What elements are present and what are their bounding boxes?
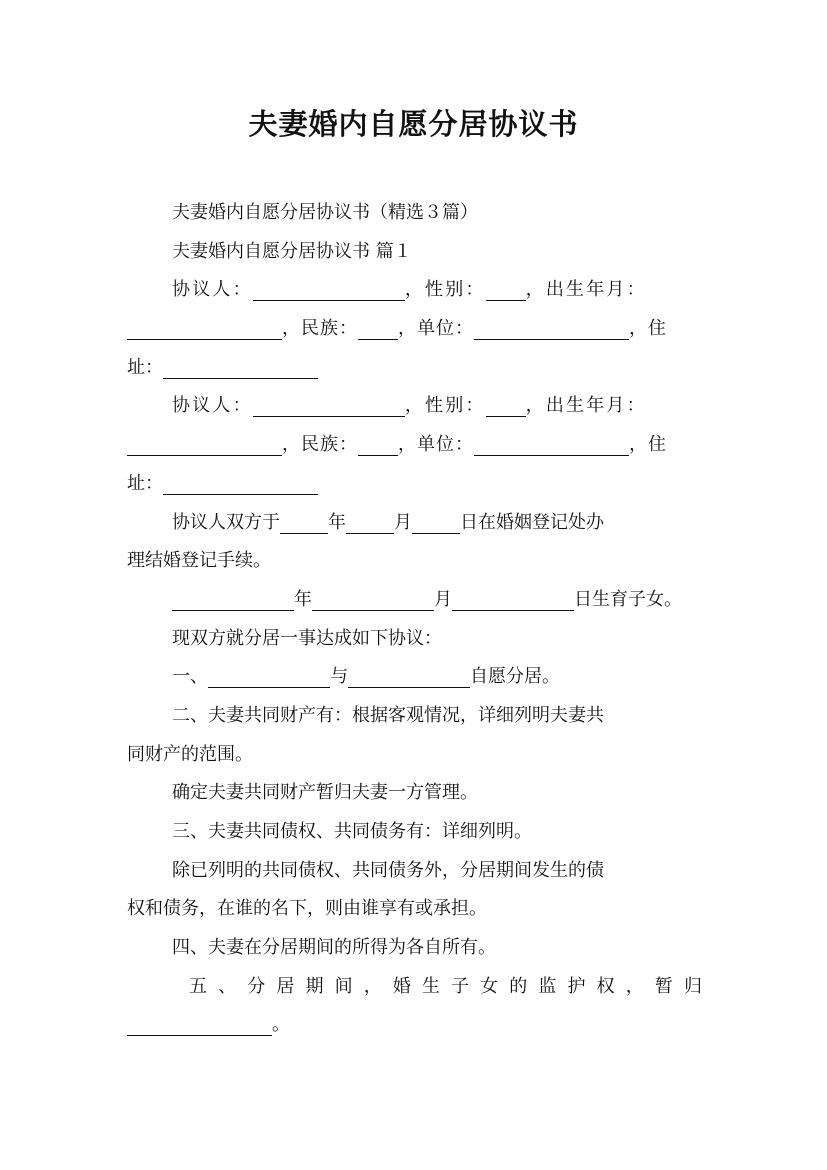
marriage-line1: 协议人双方于 年 月 日在婚姻登记处办 (172, 511, 604, 533)
party2-employer-blank (474, 433, 629, 456)
party1-ethnic-blank (358, 317, 398, 340)
item1-party-b-blank (348, 665, 470, 688)
party2-name-blank (253, 394, 405, 417)
party2-ethnic-blank (358, 433, 398, 456)
party1-gender-blank (486, 278, 526, 301)
document-body (127, 194, 702, 1045)
party1-line1: 协议人： ，性别： ，出生年月： (172, 279, 647, 301)
item5-line2: 。 (127, 1006, 702, 1045)
document-title: 夫妻婚内自愿分居协议书 (248, 107, 579, 141)
marriage-month-blank (346, 511, 394, 534)
party2-birth-blank (127, 433, 282, 456)
party1-birth-blank (127, 317, 282, 340)
party2-address-blank (163, 472, 318, 495)
party2-line2: ，民族： ，单位： ，住 (127, 426, 702, 465)
marriage-year-blank (280, 511, 328, 534)
item2-paragraph: 确定夫妻共同财产暂归夫妻一方管理。 (172, 782, 478, 804)
item4-line: 四、夫妻在分居期间的所得为各自所有。 (172, 937, 496, 959)
party1-employer-blank (474, 317, 629, 340)
party2-line3: 址： (127, 465, 702, 504)
party1-line2: ，民族： ，单位： ，住 (127, 310, 702, 349)
party1-line3: 址： (127, 349, 702, 388)
item2-line1: 二、夫妻共同财产有：根据客观情况，详细列明夫妻共 (172, 704, 604, 726)
paragraph-part-heading: 夫妻婚内自愿分居协议书 篇１ (172, 240, 412, 262)
children-line: 年 月 日生育子女。 (127, 581, 702, 620)
item5-guardian-blank (127, 1013, 272, 1036)
party1-address-blank (163, 356, 318, 379)
item5-line1: 五、分居期间，婚生子女的监护权，暂归 (189, 975, 702, 997)
item3-detail-line1: 除已列明的共同债权、共同债务外，分居期间发生的债 (172, 859, 604, 881)
item3-detail-line2: 权和债务，在谁的名下，则由谁享有或承担。 (127, 898, 487, 920)
item2-line2: 同财产的范围。 (127, 743, 253, 765)
item1-party-a-blank (208, 665, 330, 688)
party1-name-blank (253, 278, 405, 301)
item3-line: 三、夫妻共同债权、共同债务有：详细列明。 (172, 821, 532, 842)
item1-line: 一、 与 自愿分居。 (172, 666, 560, 688)
agreement-intro: 现双方就分居一事达成如下协议： (172, 627, 442, 649)
children-day-blank (452, 588, 574, 611)
party2-gender-blank (486, 394, 526, 417)
marriage-day-blank (412, 511, 460, 534)
marriage-line2: 理结婚登记手续。 (127, 550, 271, 572)
paragraph-heading: 夫妻婚内自愿分居协议书（精选３篇） (172, 202, 478, 223)
party2-line1: 协议人： ，性别： ，出生年月： (172, 395, 647, 417)
children-month-blank (312, 588, 434, 611)
children-year-blank (172, 588, 294, 611)
